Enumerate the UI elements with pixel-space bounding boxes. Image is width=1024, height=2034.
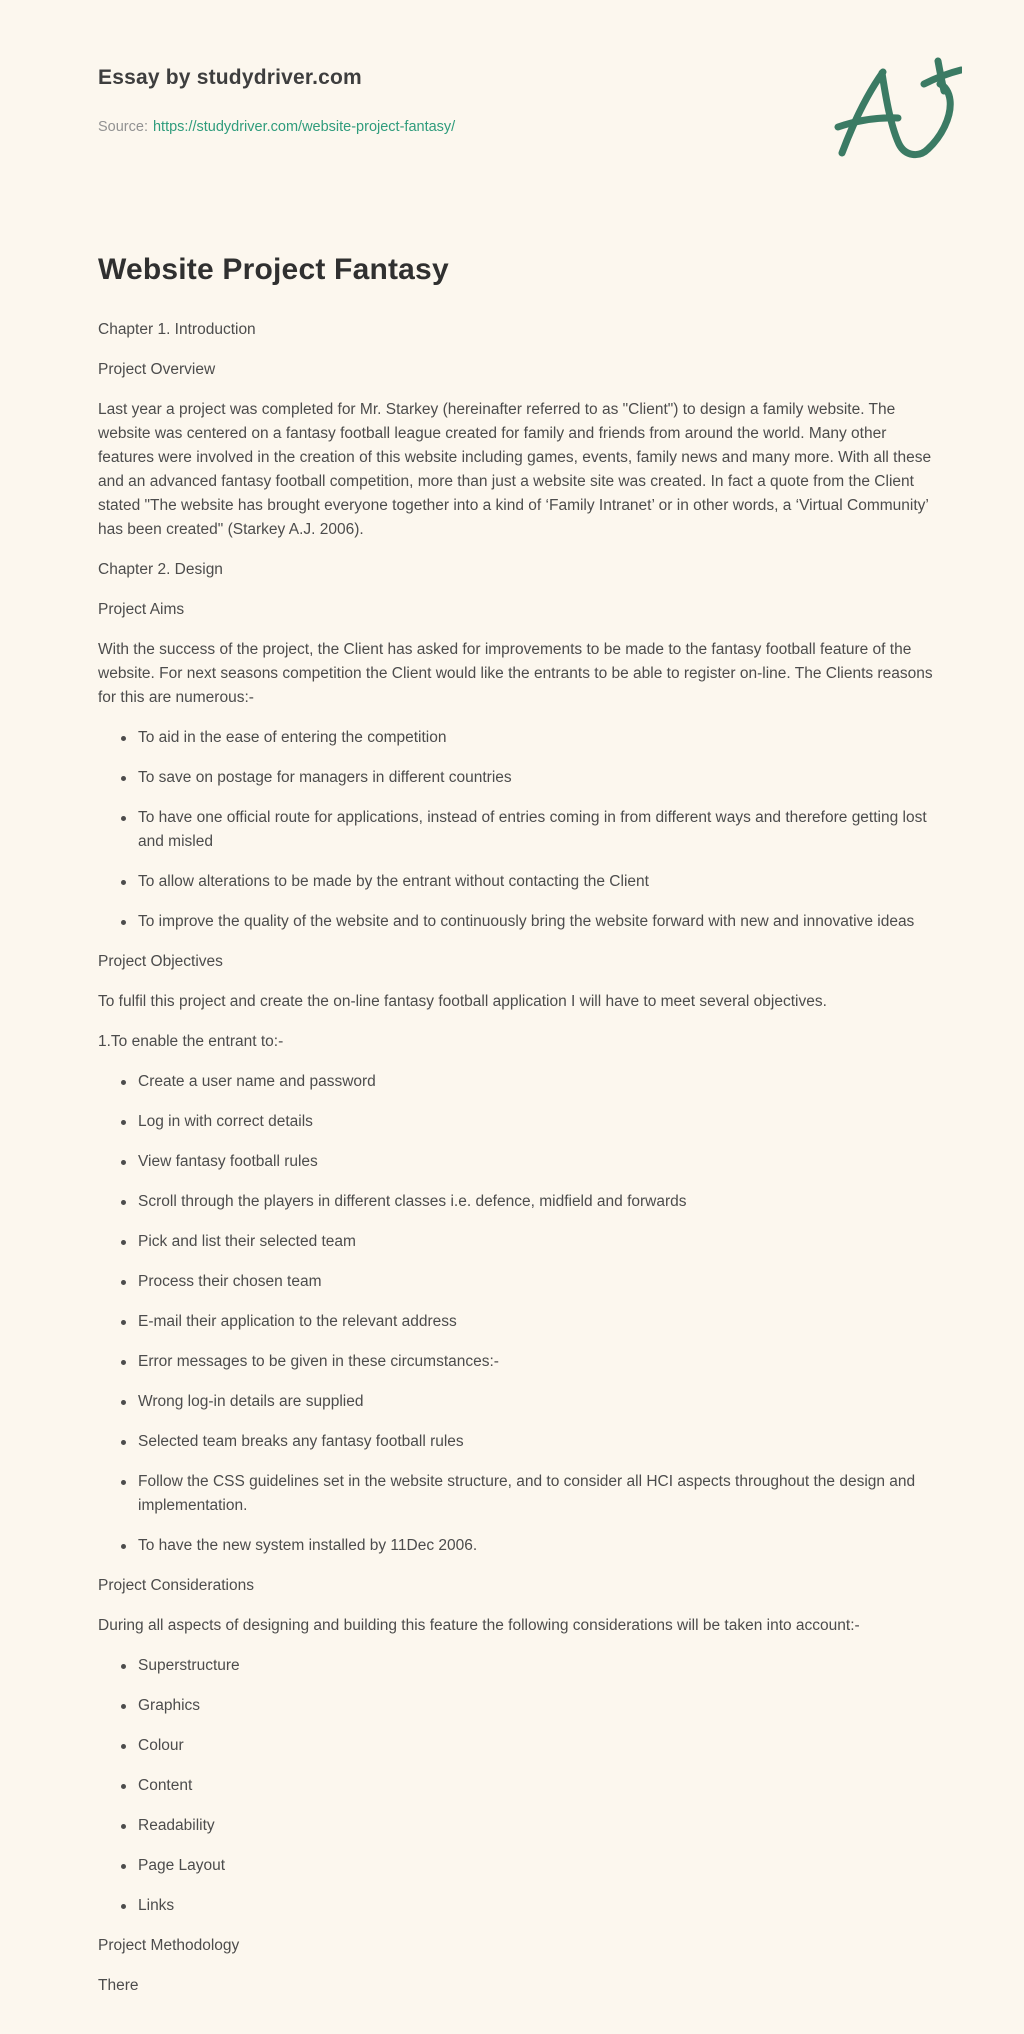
paragraph: Chapter 1. Introduction (98, 321, 256, 338)
bullet-item: Colour (98, 1734, 936, 1758)
bullet-item: Page Layout (98, 1854, 936, 1878)
bullet-item: Process their chosen team (98, 1270, 936, 1294)
bullet-item: Create a user name and password (98, 1070, 936, 1094)
paragraph: Project Considerations (98, 1577, 254, 1594)
bullet-item: Links (98, 1894, 936, 1918)
paragraph: To fulfil this project and create the on-line fantasy football application I will have to meet several objectives. (98, 993, 827, 1010)
paragraph: Last year a project was completed for Mr. Starkey (hereinafter referred to as "Client") to design a family website. The website was centered on a fantasy football league created for family and friends from around the world. Many other features were involved in the creation of this website including games, events, family news and many more. With all these and an advanced fantasy football competition, more than just a website site was created. In fact a quote from the Client stated "The website has brought everyone together into a kind of ‘Family Intranet’ or in other words, a ‘Virtual Community’ has been created" (Starkey A.J. 2006). (98, 401, 932, 538)
bullet-item: To aid in the ease of entering the competition (98, 726, 936, 750)
bullet-item: Superstructure (98, 1654, 936, 1678)
bullet-item: Pick and list their selected team (98, 1230, 936, 1254)
source-link[interactable]: https://studydriver.com/website-project-fantasy/ (152, 119, 456, 135)
paragraph: Project Objectives (98, 953, 223, 970)
bullet-item: Follow the CSS guidelines set in the website structure, and to consider all HCI aspects throughout the design and implementation. (98, 1470, 936, 1518)
bullet-list (98, 726, 936, 934)
bullet-item: Content (98, 1774, 936, 1798)
paragraph: Project Methodology (98, 1937, 240, 1954)
header (98, 64, 936, 138)
paragraph: There (98, 1977, 139, 1994)
paragraph: Chapter 2. Design (98, 561, 223, 578)
paragraph: 1.To enable the entrant to:- (98, 1033, 284, 1050)
bullet-item: E-mail their application to the relevant address (98, 1310, 936, 1334)
bullet-item: To have the new system installed by 11Dec 2006. (98, 1534, 936, 1558)
source-label: Source: (98, 119, 148, 135)
bullet-item: To allow alterations to be made by the entrant without contacting the Client (98, 870, 936, 894)
bullet-item: Log in with correct details (98, 1110, 936, 1134)
bullet-item: To have one official route for applications, instead of entries coming in from different ways and therefore getting lost and misled (98, 806, 936, 854)
bullet-item: Graphics (98, 1694, 936, 1718)
a-plus-logo-icon (834, 56, 962, 162)
bullet-item: Scroll through the players in different classes i.e. defence, midfield and forwards (98, 1190, 936, 1214)
bullet-item: Readability (98, 1814, 936, 1838)
paragraph: Project Aims (98, 601, 185, 618)
paragraph: Project Overview (98, 361, 216, 378)
source-row (98, 116, 936, 138)
article-body (98, 318, 936, 1998)
essay-content (98, 250, 936, 1998)
paragraph: With the success of the project, the Client has asked for improvements to be made to the fantasy football feature of the website. For next seasons competition the Client would like the entrants to be able to register on-line. The Clients reasons for this are numerous:- (98, 641, 933, 706)
bullet-item: Error messages to be given in these circumstances:- (98, 1350, 936, 1374)
bullet-item: Wrong log-in details are supplied (98, 1390, 936, 1414)
essay-byline: Essay by studydriver.com (98, 66, 362, 89)
bullet-list (98, 1654, 936, 1918)
bullet-list (98, 1070, 936, 1558)
bullet-item: View fantasy football rules (98, 1150, 936, 1174)
bullet-item: Selected team breaks any fantasy football rules (98, 1430, 936, 1454)
bullet-item: To improve the quality of the website and to continuously bring the website forward with new and innovative ideas (98, 910, 936, 934)
essay-title: Website Project Fantasy (98, 253, 449, 286)
paragraph: During all aspects of designing and building this feature the following considerations will be taken into account:- (98, 1617, 860, 1634)
bullet-item: To save on postage for managers in different countries (98, 766, 936, 790)
